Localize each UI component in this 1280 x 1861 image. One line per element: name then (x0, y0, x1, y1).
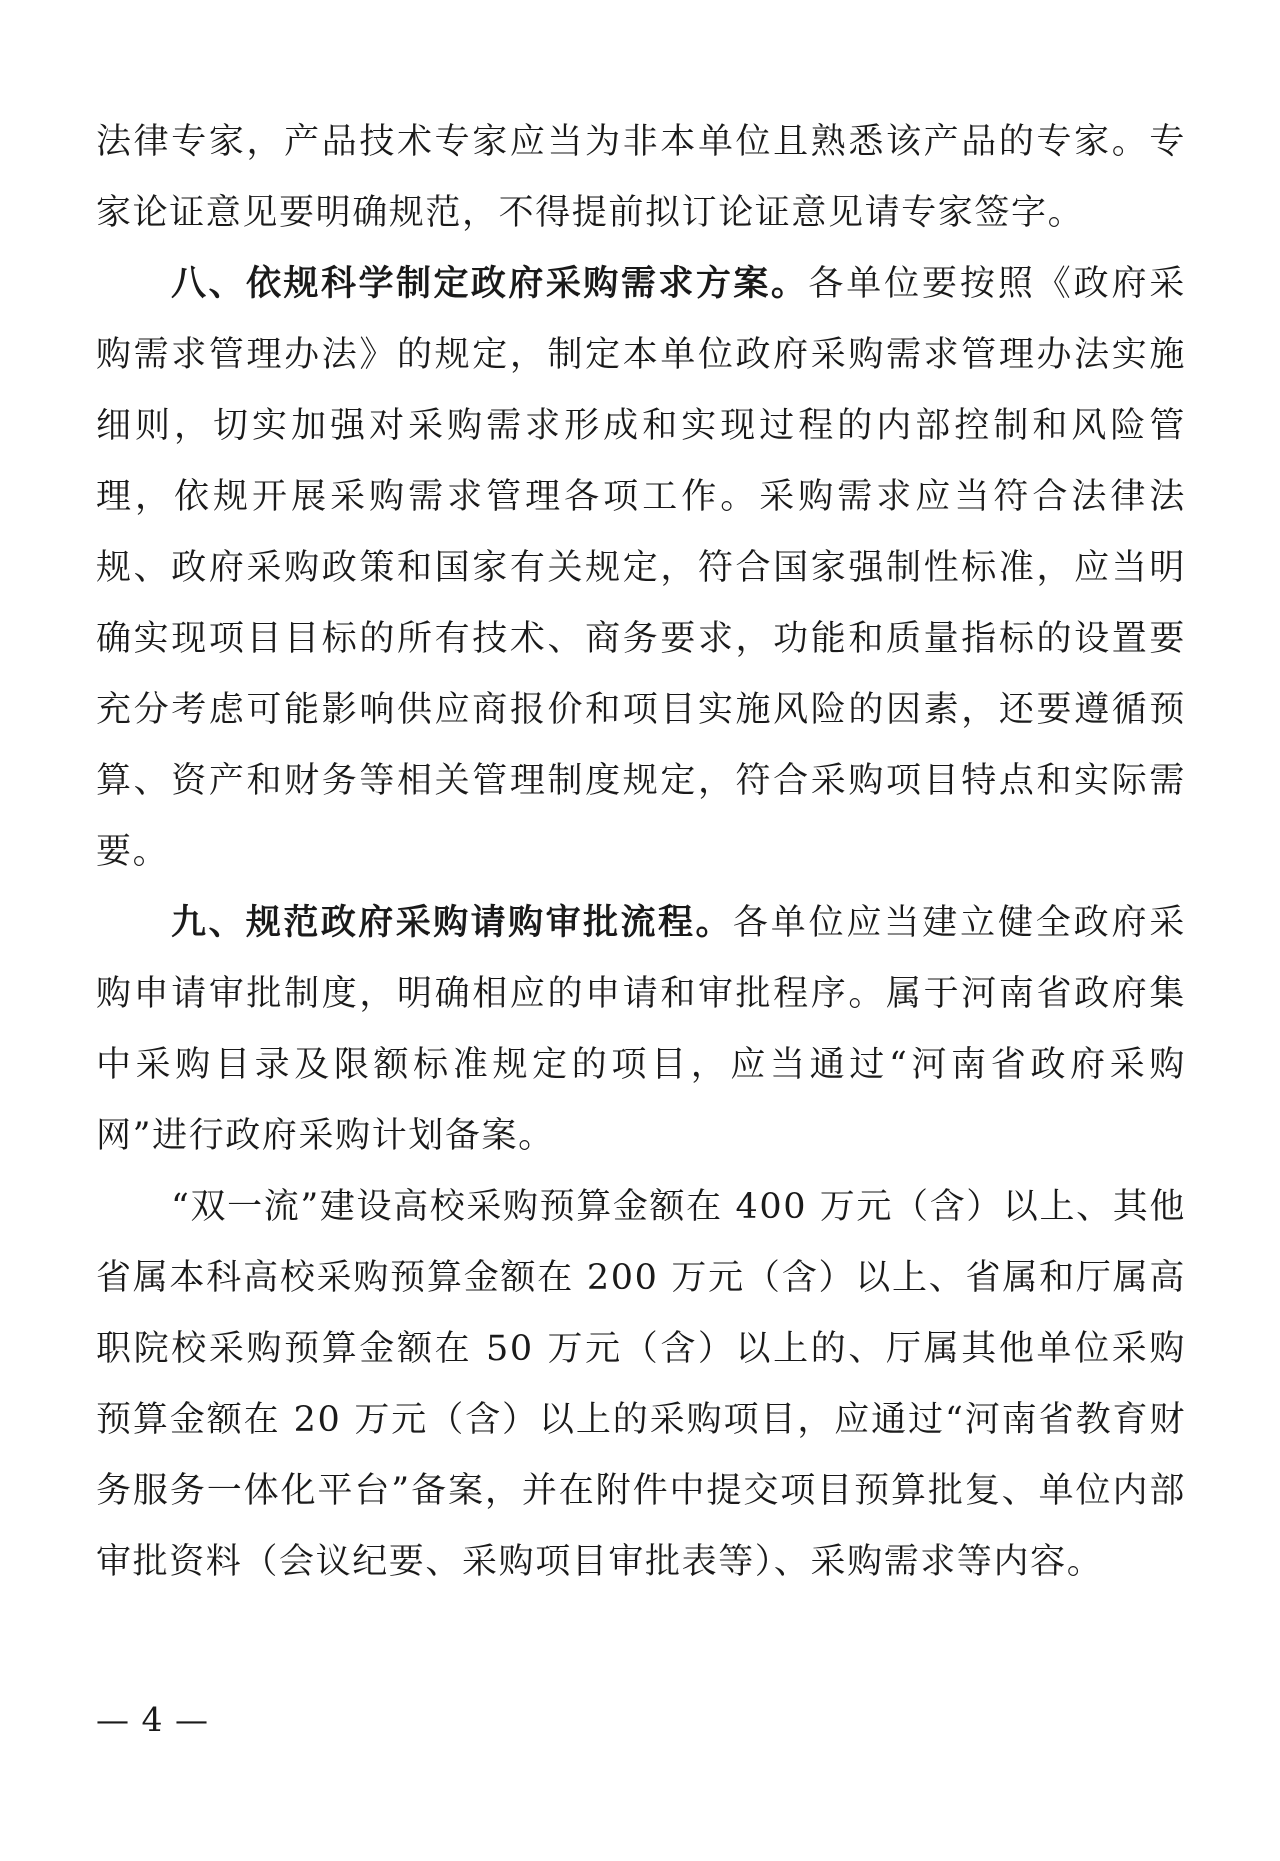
paragraph-section-9 (96, 888, 1186, 1172)
paragraph-budget-thresholds (96, 1172, 1186, 1598)
paragraph-continuation (96, 107, 1186, 249)
section-heading-9: 九、规范政府采购请购审批流程。 (171, 903, 733, 943)
section-heading-8: 八、依规科学制定政府采购需求方案。 (171, 264, 809, 304)
paragraph-text: “双一流”建设高校采购预算金额在 400 万元（含）以上、其他省属本科高校采购预算金额在 200 万元（含）以上、省属和厅属高职院校采购预算金额在 50 万元（含）以上的、厅属其他单位采购预算金额在 20 万元（含）以上的采购项目，应通过“河南省教育财务服务一体化平台”备案，并在附件中提交项目预算批复、单位内部审批资料（会议纪要、采购项目审批表等）、采购需求等内容。 (96, 1187, 1186, 1582)
paragraph-text: 各单位应当建立健全政府采购申请审批制度，明确相应的申请和审批程序。属于河南省政府集中采购目录及限额标准规定的项目，应当通过“河南省政府采购网”进行政府采购计划备案。 (96, 903, 1186, 1156)
paragraph-section-8 (96, 249, 1186, 888)
document-body (96, 107, 1186, 1598)
paragraph-text: 法律专家，产品技术专家应当为非本单位且熟悉该产品的专家。专家论证意见要明确规范，不得提前拟订论证意见请专家签字。 (96, 122, 1186, 233)
page-number: — 4 — (96, 1700, 209, 1739)
paragraph-text: 各单位要按照《政府采购需求管理办法》的规定，制定本单位政府采购需求管理办法实施细则，切实加强对采购需求形成和实现过程的内部控制和风险管理，依规开展采购需求管理各项工作。采购需求应当符合法律法规、政府采购政策和国家有关规定，符合国家强制性标准，应当明确实现项目目标的所有技术、商务要求，功能和质量指标的设置要充分考虑可能影响供应商报价和项目实施风险的因素，还要遵循预算、资产和财务等相关管理制度规定，符合采购项目特点和实际需要。 (96, 264, 1186, 872)
